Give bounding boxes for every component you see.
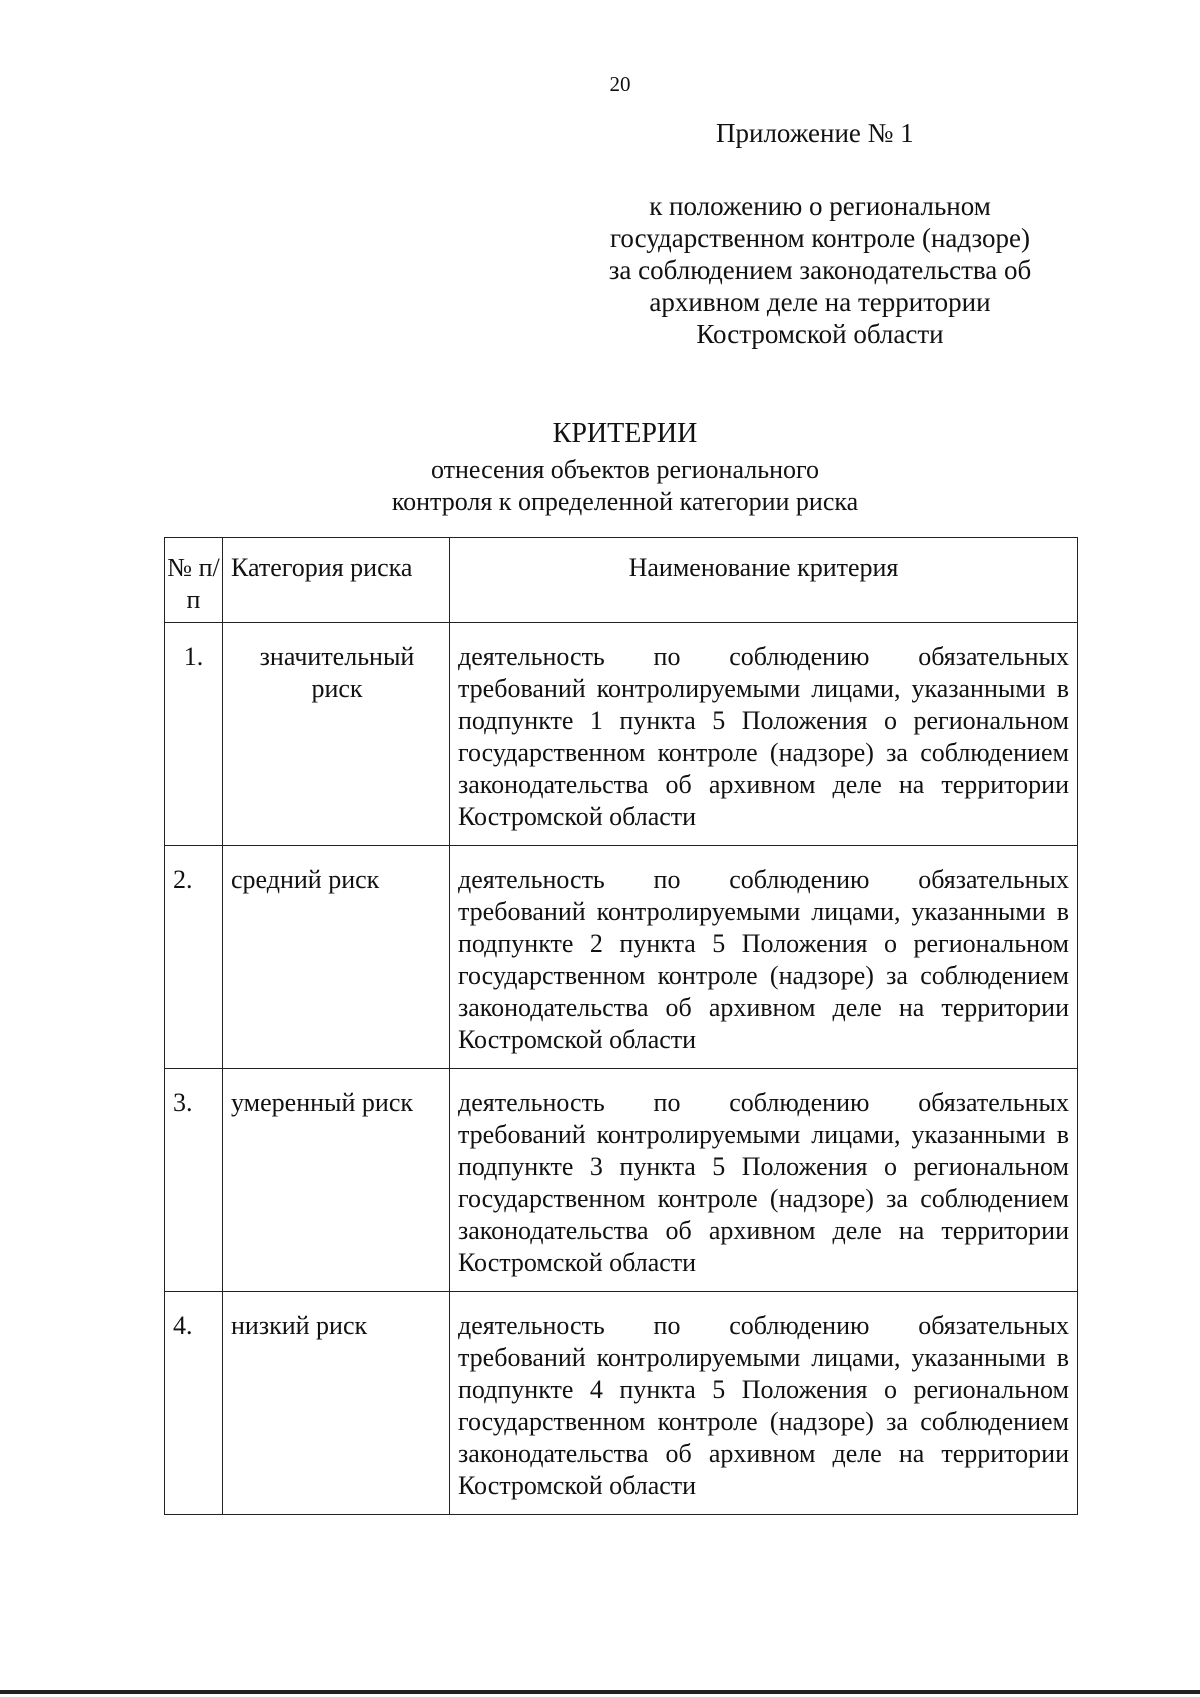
row-criterion: деятельность по соблюдению обязательных требований контролируемыми лицами, указанными в подпункте 3 пункта 5 Положения о региональном государственном контроле (надзоре) за соблюдением законодательства об архивном деле на территории Костромской области [450, 1069, 1078, 1292]
appendix-label: Приложение № 1 [716, 118, 914, 148]
document-subtitle [0, 454, 1200, 518]
row-criterion: деятельность по соблюдению обязательных требований контролируемыми лицами, указанными в подпункте 2 пункта 5 Положения о региональном государственном контроле (надзоре) за соблюдением законодательства об архивном деле на территории Костромской области [450, 846, 1078, 1069]
subtitle-line: контроля к определенной категории риска [391, 487, 859, 516]
table-row [165, 623, 1078, 846]
basis-line: государственном контроле (надзоре) [610, 223, 1030, 253]
table-header-row [165, 538, 1078, 623]
header-criterion: Наименование критерия [450, 538, 1078, 623]
table-row [165, 1069, 1078, 1292]
row-number: 1. [165, 623, 223, 846]
appendix-basis [580, 190, 1060, 350]
basis-line: к положению о региональном [649, 191, 991, 221]
risk-criteria-table [164, 537, 1078, 1515]
header-number: № п/п [165, 538, 223, 623]
row-number: 3. [165, 1069, 223, 1292]
basis-line: за соблюдением законодательства об [608, 255, 1032, 285]
row-category: умеренный риск [223, 1069, 450, 1292]
subtitle-line: отнесения объектов регионального [430, 455, 820, 484]
basis-line: архивном деле на территории [649, 287, 991, 317]
table-row [165, 846, 1078, 1069]
row-criterion: деятельность по соблюдению обязательных требований контролируемыми лицами, указанными в подпункте 4 пункта 5 Положения о региональном государственном контроле (надзоре) за соблюдением законодательства об архивном деле на территории Костромской области [450, 1292, 1078, 1515]
header-category: Категория риска [223, 538, 450, 623]
document-title: КРИТЕРИИ [552, 418, 698, 449]
row-number: 4. [165, 1292, 223, 1515]
row-category: значительный риск [223, 623, 450, 846]
page-number: 20 [609, 72, 631, 96]
basis-line: Костромской области [696, 319, 944, 349]
row-number: 2. [165, 846, 223, 1069]
table-row [165, 1292, 1078, 1515]
page-bottom-border [0, 1690, 1200, 1694]
row-category: средний риск [223, 846, 450, 1069]
row-category: низкий риск [223, 1292, 450, 1515]
row-criterion: деятельность по соблюдению обязательных требований контролируемыми лицами, указанными в подпункте 1 пункта 5 Положения о региональном государственном контроле (надзоре) за соблюдением законодательства об архивном деле на территории Костромской области [450, 623, 1078, 846]
